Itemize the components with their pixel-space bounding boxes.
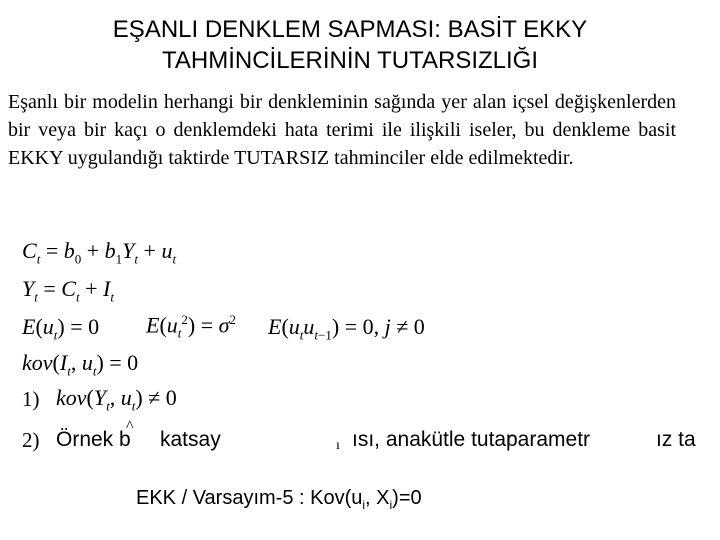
equation-kov-income: $kov(Y_t$, $u_t) \ne 0$ — [56, 385, 177, 414]
footer-assumption — [136, 487, 422, 512]
footer-end: )=0 — [392, 487, 422, 509]
equation-error-mean: $E(u_t) = 0$ — [22, 314, 100, 343]
footer-sub-1: i — [362, 498, 366, 512]
footer-text: EKK / Varsayım-5 : Kov(u — [136, 487, 363, 509]
footer-sub-2: i — [389, 498, 393, 512]
footer-mid: , X — [365, 487, 390, 509]
b-hat-mark: ^ — [126, 418, 134, 435]
item-2-text-e: ız ta — [656, 428, 696, 451]
slide-title — [0, 14, 700, 76]
title-line-2: TAHMİNCİLERİNİN TUTARSIZLIĞI — [161, 47, 539, 74]
item-2-text-b: katsay — [160, 428, 221, 451]
item-2-number: 2) — [22, 428, 40, 452]
item-2-text-d: parametr — [506, 428, 591, 451]
body-paragraph: Eşanlı bir modelin herhangi bir denkleminin sağında yer alan içsel değişkenlerden bir veya bir kaçı o denklemdeki hata terimi ile ilişkili iseler, bu denkleme basit EKKY uygulandığı taktirde TUTARSIZ tahminciler elde edilmektedir. — [8, 91, 676, 169]
equation-income: $Y_t = C_t + I_t$ — [22, 276, 114, 305]
item-2-text-c: ısı, anakütle tutar — [352, 428, 514, 451]
equation-consumption: $C_t = b_0 + b_1Y_t + u_t$ — [22, 238, 177, 267]
equation-error-autocov: $E(u_tu_{t-1}) = 0$, j ≠ 0 — [268, 314, 425, 343]
item-2-text-a: Örnek b — [56, 428, 131, 451]
item-1-number: 1) — [22, 387, 40, 411]
title-line-1: EŞANLI DENKLEM SAPMASI: BASİT EKKY — [112, 16, 588, 43]
equation-kov-investment: $kov(I_t$, $u_t) = 0$ — [22, 350, 139, 379]
equation-error-variance: $E(u_t^2) = \sigma^2$ — [146, 312, 236, 341]
stray-mark: ı — [336, 438, 340, 453]
